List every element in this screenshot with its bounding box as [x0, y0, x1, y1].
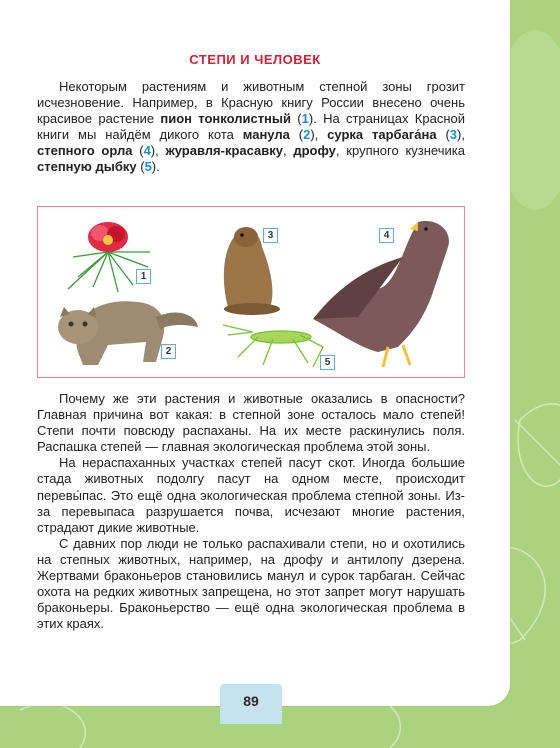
paragraph: С давних пор люди не только распахивали степи, но и охотились на степных животных, например, на дрофу и антилопу дзерена. Жертвами браконьеров становились манул и сурок тарбаган. Сейчас охота на редких животных запрещена, но этот запрет могут нарушать браконьеры. Браконьерство — ещё одна экологическая проблема в этих краях.	[37, 535, 465, 632]
figure-marker-2: 2	[161, 344, 176, 359]
term-drofa: дрофу	[293, 143, 336, 159]
figure-marker-1: 1	[136, 269, 151, 284]
illustration	[38, 207, 463, 376]
body-text	[37, 391, 465, 632]
figure-marker-5: 5	[320, 355, 335, 370]
figure-marker-4: 4	[379, 228, 394, 243]
grasshopper-illustration	[223, 325, 323, 367]
term-dybka: степную дыбку	[37, 159, 137, 175]
term-manul: манула	[242, 127, 290, 143]
section-title: СТЕПИ И ЧЕЛОВЕК	[189, 52, 321, 67]
figure-marker-3: 3	[263, 228, 278, 243]
term-pion: пион тонколистный	[160, 111, 292, 127]
ref-number: 3	[449, 127, 458, 143]
intro-paragraph: Некоторым растениям и животным степной зоны грозит исчезновение. Например, в Красную книгу России внесено очень красивое растение пион тонколистный (1). На страницах Красной книги мы найдём дикого кота манула (2), сурка тарбага́на (3), степного орла (4), журавля-красавку, дрофу, крупного кузнечика степную дыбку (5).	[37, 79, 465, 175]
ref-number: 5	[144, 159, 152, 175]
term-zhuravl: журавля-красавку	[165, 143, 283, 159]
term-surok: сурка тарбага́на	[327, 127, 437, 143]
manul-illustration	[58, 301, 198, 365]
paragraph: На нераспаханных участках степей пасут скот. Иногда большие стада животных подолгу пасут на одном месте, происходит перевы́пас. Это ещё одна экологическая проблема степной зоны. Из-за перевыпаса разрушается почва, исчезают многие растения, страдают дикие животные.	[37, 455, 465, 535]
ref-number: 4	[143, 143, 151, 159]
ref-number: 1	[301, 111, 309, 127]
page-number: 89	[220, 684, 282, 724]
ref-number: 2	[303, 127, 311, 143]
illustration-frame	[37, 206, 465, 378]
paragraph: Почему же эти растения и животные оказались в опасности? Главная причина вот какая: в степной зоне осталось мало степей! Степи почти повсюду распаханы. На их месте раскинулись поля. Распашка степей — главная экологическая проблема этой зоны.	[37, 391, 465, 455]
term-orel: степного орла	[37, 143, 133, 159]
